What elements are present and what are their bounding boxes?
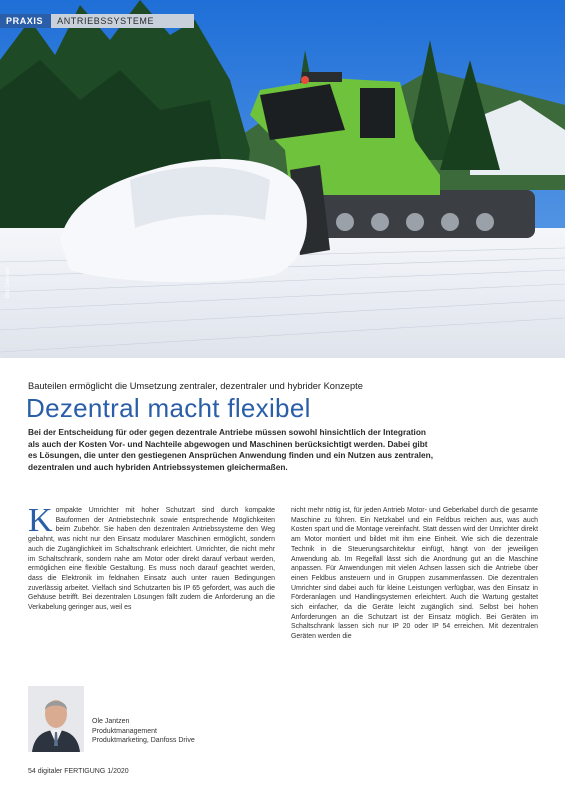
page-footer: 54 digitaler FERTIGUNG 1/2020 [28, 768, 129, 775]
body-column-2 [291, 506, 538, 642]
article-kicker: Bauteilen ermöglicht die Umsetzung zentraler, dezentraler und hybrider Konzepte [28, 381, 363, 391]
article-title: Dezentral macht flexibel [26, 393, 311, 423]
drop-cap: K [28, 502, 53, 539]
body-text-1: ompakte Umrichter mit hoher Schutzart sind durch kompakte Bauformen der Antriebstechnik sowie entsprechende Möglichkeiten beim Zubehör. Sie haben den dezentralen Antriebssysteme den Weg gebahnt, was nicht nur den Einsatz modularer Maschinen ermöglicht, sondern auch die Zugänglichkeit im Schaltschrank erleichtert. Umrichter, die nicht mehr im Schaltschrank, sondern nahe am Motor oder direkt darauf verbaut werden, ermöglichen eine flexible Gestaltung. Es muss noch darauf geachtet werden, dass die Elektronik im feldnahen Einsatz auch unter rauen Bedingungen zuverlässig arbeitet. Vielfach sind Schutzarten bis IP 65 gefordert, was auch die Gehäuse betrifft. Bei dezentralen Lösungen fällt zudem die Anforderung an die Verkabelung geringer aus, weil es [28, 507, 275, 612]
body-column-1 [28, 502, 275, 613]
hero-photo [0, 0, 565, 358]
topic-label: ANTRIEBSSYSTEME [51, 14, 194, 28]
section-label: PRAXIS [0, 14, 51, 28]
body-text-2: nicht mehr nötig ist, für jeden Antrieb Motor- und Geberkabel durch die gesamte Maschine zu führen. Ein Netzkabel und ein Feldbus reichen aus, was auch Kosten spart und die Montage vereinfacht. Statt dessen wird der Umrichter direkt am Motor montiert und bildet mit ihm eine Einheit. Wie sich die dezentrale Technik in die Steuerungsarchitektur einfügt, hängt von der jeweiligen Anwendung ab. Im Regelfall lässt sich die Anordnung gut an die Maschine anpassen. Für Anwendungen mit vielen Achsen lassen sich die Antriebe über einen Feldbus ansteuern und in Gruppen zusammenfassen. Die dezentralen Umrichter sind dabei auch für kleine Leistungen verfügbar, was den Einsatz in Förderanlagen und Handlingsystemen erleichtert. Auch die Wartung gestaltet sich einfacher, da die Geräte leicht zugänglich sind. Selbst bei hohen Anforderungen an die Schutzart ist der Einsatz möglich. Bei Geräten im Schaltschrank lassen sich nur IP 20 oder IP 54 erreichen. Mit dezentralen Geräten werden die [291, 507, 538, 641]
author-role: Produktmanagement [92, 727, 157, 735]
author-info [92, 717, 195, 746]
author-company: Produktmarketing, Danfoss Drive [92, 737, 195, 745]
author-portrait [28, 686, 84, 752]
article-lead: Bei der Entscheidung für oder gegen dezentrale Antriebe müssen sowohl hinsichtlich der Integration als auch der Kosten Vor- und Nachteile abgewogen und Maschinen berücksichtigt werden. Dabei gibt es Lösungen, die unter den gestiegenen Ansprüchen Anwendung finden und ein Nutzen aus zentralen, dezentralen und auch hybriden Antriebssystemen gleichermaßen. [28, 427, 434, 472]
photo-credit: Bild: Dorndorf [5, 267, 11, 298]
author-name: Ole Jantzen [92, 718, 130, 725]
section-header [0, 14, 194, 28]
snow-groomer-photo [0, 0, 565, 358]
